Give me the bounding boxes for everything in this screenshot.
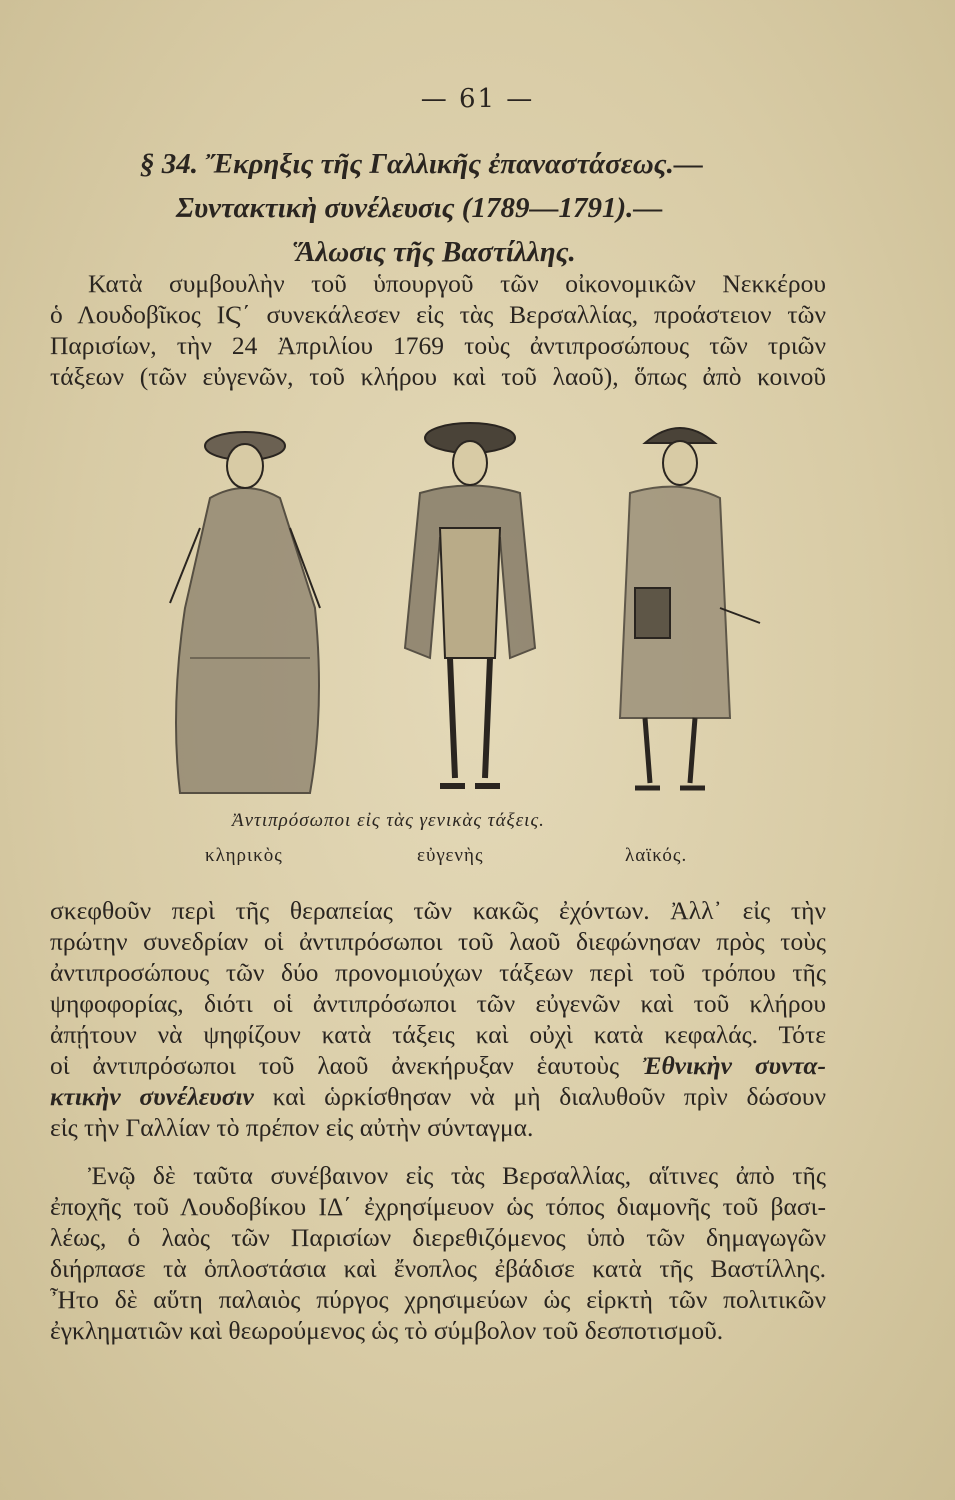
text-line: λέως, ὁ λαὸς τῶν Παρισίων διερεθιζόμενος ὑπὸ τῶν δημαγωγῶν xyxy=(50,1223,826,1252)
figure-label-noble: εὐγενὴς xyxy=(417,845,484,866)
text-line: Ἦτο δὲ αὕτη παλαιὸς πύργος χρησιμεύων ὡς εἱρκτὴ τῶν πολιτικῶν xyxy=(50,1285,826,1314)
body-paragraph-1 xyxy=(50,895,826,1143)
page-number: — 61 — xyxy=(420,84,535,114)
text-line: ἀντιπροσώπους τῶν δύο προνομιούχων τάξεων περὶ τοῦ τρόπου τῆς xyxy=(50,958,826,987)
commoner-figure xyxy=(620,428,760,788)
text-line: ψηφοφορίας, διότι οἱ ἀντιπρόσωποι τῶν εὐγενῶν καὶ τοῦ κλήρου xyxy=(50,989,826,1018)
emphasis-text: κτικὴν συνέλευσιν xyxy=(50,1082,254,1111)
intro-paragraph xyxy=(50,268,826,392)
text-line xyxy=(50,1050,826,1081)
body-paragraph-2 xyxy=(50,1160,826,1346)
text-line: τάξεων (τῶν εὐγενῶν, τοῦ κλήρου καὶ τοῦ λαοῦ), ὅπως ἀπὸ κοινοῦ xyxy=(50,362,826,391)
text-span: καὶ ὡρκίσθησαν νὰ μὴ διαλυθοῦν πρὶν δώσουν xyxy=(253,1082,826,1111)
section-heading-line-1: § 34. Ἔκρηξις τῆς Γαλλικῆς ἐπαναστάσεως.— xyxy=(140,148,703,180)
text-line: διήρπασε τὰ ὁπλοστάσια καὶ ἔνοπλος ἐβάδισε κατὰ τῆς Βαστίλλης. xyxy=(50,1254,826,1283)
text-span: οἱ ἀντιπρόσωποι τοῦ λαοῦ ἀνεκήρυξαν ἑαυτοὺς xyxy=(50,1051,643,1080)
three-deputies-illustration xyxy=(150,408,790,803)
text-line: Κατὰ συμβουλὴν τοῦ ὑπουργοῦ τῶν οἰκονομικῶν Νεκκέρου xyxy=(88,269,826,298)
text-line xyxy=(50,1081,826,1112)
emphasis-text: Ἐθνικὴν συντα- xyxy=(642,1051,826,1080)
noble-figure xyxy=(405,423,535,786)
text-line: πρώτην συνεδρίαν οἱ ἀντιπρόσωποι τοῦ λαοῦ διεφώνησαν πρὸς τοὺς xyxy=(50,927,826,956)
figure-label-commoner: λαϊκός. xyxy=(625,845,688,866)
text-line: σκεφθοῦν περὶ τῆς θεραπείας τῶν κακῶς ἐχόντων. Ἀλλ᾽ εἰς τὴν xyxy=(50,896,826,925)
text-line: Ἐνῷ δὲ ταῦτα συνέβαινον εἰς τὰς Βερσαλλίας, αἵτινες ἀπὸ τῆς xyxy=(88,1161,826,1190)
text-line: ἐποχῆς τοῦ Λουδοβίκου ΙΔ΄ ἐχρησίμευον ὡς τόπος διαμονῆς τοῦ βασι- xyxy=(50,1192,826,1221)
text-line: ἐγκληματιῶν καὶ θεωρούμενος ὡς τὸ σύμβολον τοῦ δεσποτισμοῦ. xyxy=(50,1316,724,1345)
section-heading-line-2: Συντακτικὴ συνέλευσις (1789—1791).— xyxy=(176,192,663,224)
figure-caption: Ἀντιπρόσωποι εἰς τὰς γενικὰς τάξεις. xyxy=(232,810,545,831)
figure-label-clergyman: κληρικὸς xyxy=(205,845,283,866)
text-line: ὁ Λουδοβῖκος ΙϚ΄ συνεκάλεσεν εἰς τὰς Βερσαλλίας, προάστειον τῶν xyxy=(50,300,826,329)
text-line: ἀπῄτουν νὰ ψηφίζουν κατὰ τάξεις καὶ οὐχὶ κατὰ κεφαλάς. Τότε xyxy=(50,1020,826,1049)
text-line: εἰς τὴν Γαλλίαν τὸ πρέπον εἰς αὐτὴν σύνταγμα. xyxy=(50,1113,534,1142)
text-line: Παρισίων, τὴν 24 Ἀπριλίου 1769 τοὺς ἀντιπροσώπους τῶν τριῶν xyxy=(50,331,826,360)
clergyman-figure xyxy=(170,432,320,793)
section-heading-line-3: Ἅλωσις τῆς Βαστίλλης. xyxy=(296,236,576,268)
